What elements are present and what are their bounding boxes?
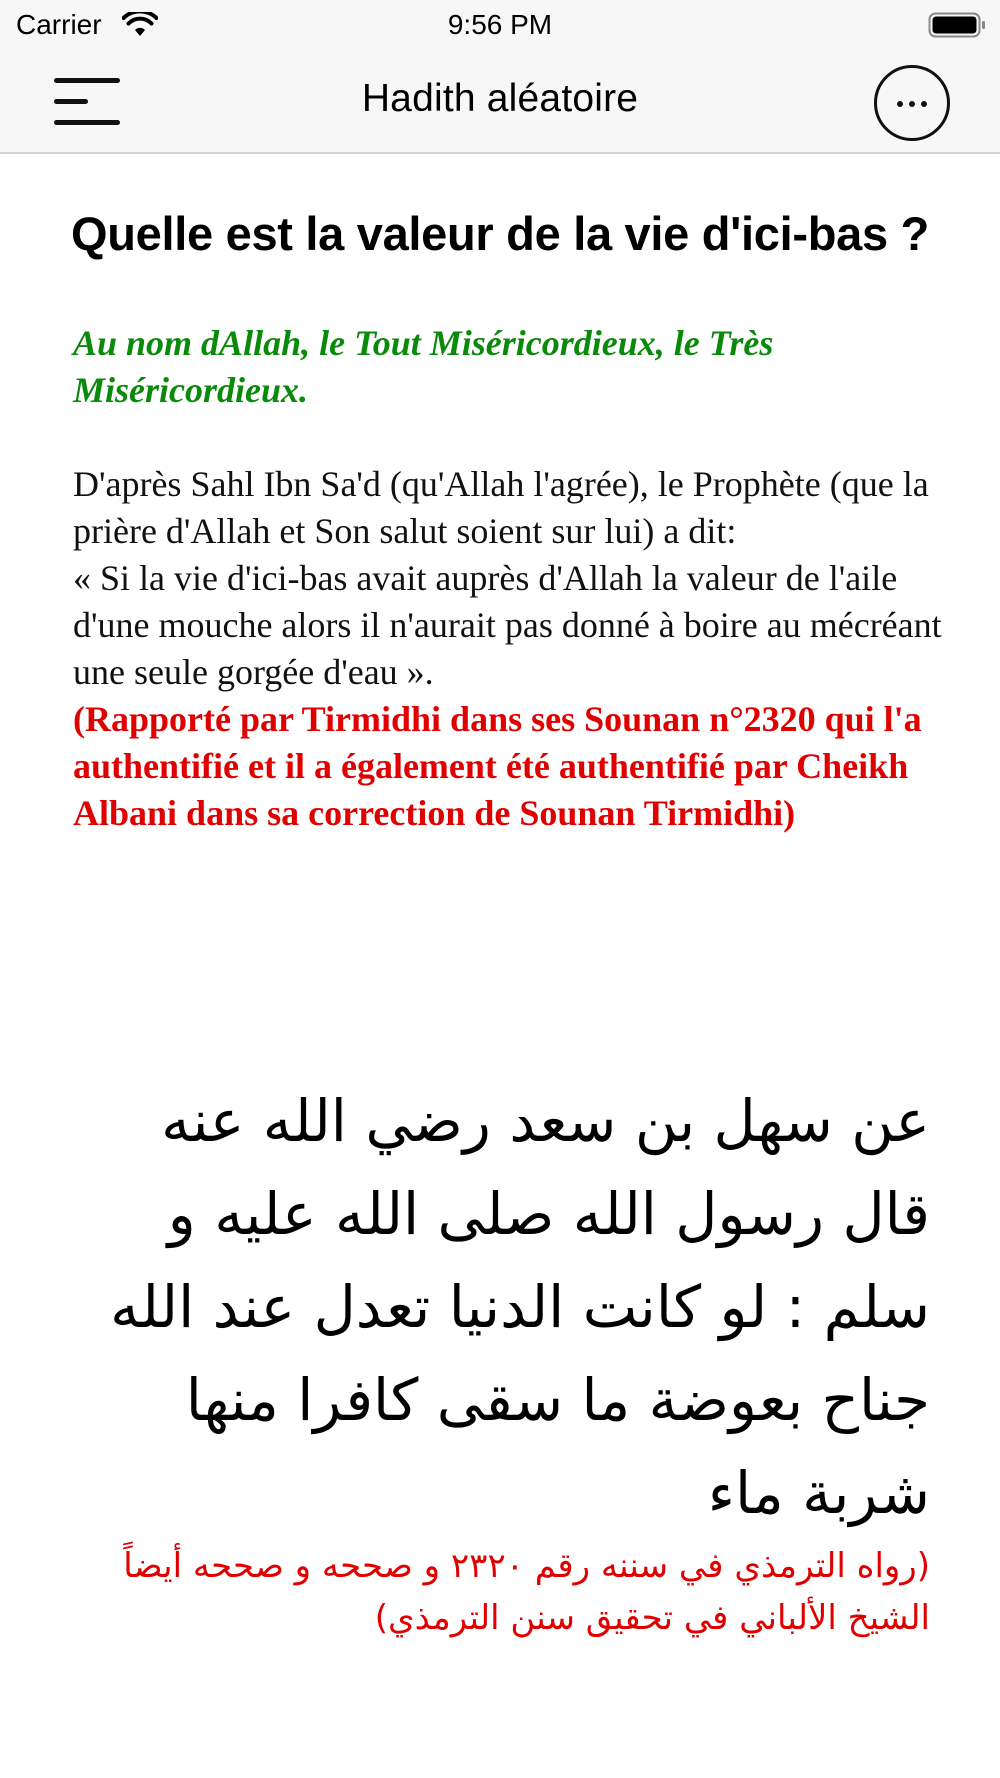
basmala-text: Au nom dAllah, le Tout Miséricordieux, le Très Miséricordieux.: [73, 323, 774, 410]
carrier-label: Carrier: [16, 9, 102, 40]
hadith-text-arabic: عن سهل بن سعد رضي الله عنه قال رسول الله صلى الله عليه و سلم : لو كانت الدنيا تعدل عند الله جناح بعوضة ما سقى كافرا منها شربة ماء: [110, 1087, 930, 1527]
status-bar: [0, 0, 1000, 50]
status-time: 9:56 PM: [447, 9, 553, 40]
hadith-title: Quelle est la valeur de la vie d'ici-bas ?: [70, 207, 929, 260]
more-options-button[interactable]: [874, 65, 950, 141]
hadith-reference-arabic: (رواه الترمذي في سننه رقم ٢٣٢٠ و صححه و صححه أيضاً الشيخ الألباني في تحقيق سنن الترمذي): [123, 1546, 930, 1638]
navigation-bar: [0, 50, 1000, 154]
nav-title: Hadith aléatoire: [361, 77, 639, 120]
hadith-reference-french: (Rapporté par Tirmidhi dans ses Sounan n°2320 qui l'a authentifié et il a également été authentifié par Cheikh Albani dans sa correction de Sounan Tirmidhi): [73, 699, 922, 833]
arabic-content: [90, 1075, 930, 1644]
battery-icon: [928, 11, 986, 39]
hadith-text-french: « Si la vie d'ici-bas avait auprès d'Allah la valeur de l'aile d'une mouche alors il n'aurait pas donné à boire au mécréant une seule gorgée d'eau ».: [73, 558, 942, 692]
french-content: [73, 320, 943, 837]
narration-intro: D'après Sahl Ibn Sa'd (qu'Allah l'agrée), le Prophète (que la prière d'Allah et Son salut soient sur lui) a dit:: [73, 464, 929, 551]
